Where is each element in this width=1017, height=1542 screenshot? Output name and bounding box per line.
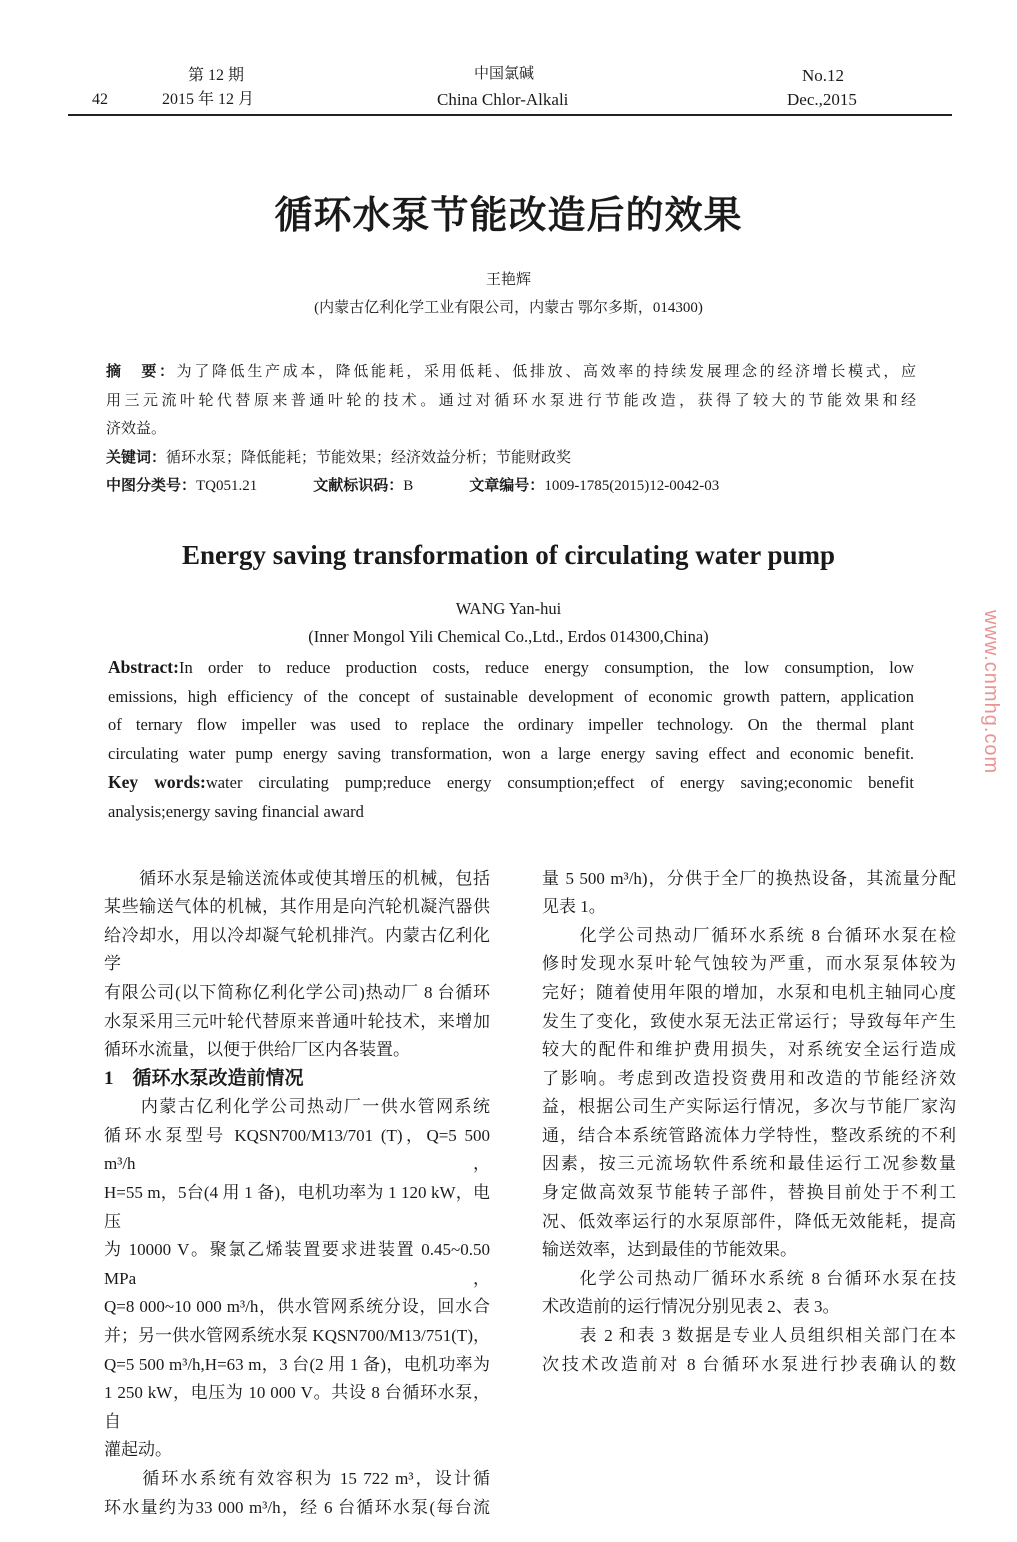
body-text-line: 化学公司热动厂循环水系统 8 台循环水泵在技 xyxy=(542,1268,956,1288)
author-en: WANG Yan-hui xyxy=(455,598,562,618)
body-text-line: 环水量约为33 000 m³/h，经 6 台循环水泵(每台流 xyxy=(104,1497,490,1517)
doc-code-label: 文献标识码： xyxy=(313,478,404,495)
body-text-line: 化学公司热动厂循环水系统 8 台循环水泵在检 xyxy=(542,925,956,945)
body-text-line: 输送效率，达到最佳的节能效果。 xyxy=(542,1240,797,1260)
abstract-cn-label: 摘 要： xyxy=(106,364,177,380)
issue-date-en: Dec.,2015 xyxy=(787,90,857,109)
body-right-column xyxy=(542,865,956,1523)
keywords-cn-text: 循环水泵；降低能耗；节能效果；经济效益分析；节能财政奖 xyxy=(166,449,572,466)
abstract-cn-line: 为了降低生产成本，降低能耗，采用低耗、低排放、高效率的持续发展理念的经济增长模式，应 xyxy=(176,364,916,380)
title-cn: 循环水泵节能改造后的效果 xyxy=(274,193,743,237)
journal-name-en: China Chlor-Alkali xyxy=(437,90,569,109)
body-text-line: 给冷却水，用以冷却凝气轮机排汽。内蒙古亿利化学 xyxy=(104,925,490,974)
body-text-line: 有限公司(以下简称亿利化学公司)热动厂 8 台循环 xyxy=(104,982,490,1002)
body-text-line: 循环水泵是输送流体或使其增压的机械，包括 xyxy=(104,868,490,888)
watermark: www.cnmhg.com xyxy=(980,610,1002,775)
page-number: 42 xyxy=(92,91,108,108)
body-text-line: 为 10000 V。聚氯乙烯装置要求进装置 0.45~0.50 MPa， xyxy=(104,1240,490,1288)
abstract-en-line: circulating water pump energy saving transformation, won a large energy saving effect and economic benefit. xyxy=(108,743,914,763)
keywords-cn-label: 关键词： xyxy=(106,449,167,466)
author-cn: 王艳辉 xyxy=(485,272,531,288)
doc-code-value: B xyxy=(403,478,414,495)
affiliation-en: (Inner Mongol Yili Chemical Co.,Ltd., Erdos 014300,China) xyxy=(308,626,709,646)
body-text-line: 术改造前的运行情况分别见表 2、表 3。 xyxy=(542,1297,840,1317)
keywords-en-label: Key words: xyxy=(108,772,206,793)
affiliation-cn: (内蒙古亿利化学工业有限公司，内蒙古 鄂尔多斯，014300) xyxy=(314,300,703,316)
body-text-line: 发生了变化，致使水泵无法正常运行；导致每年产生 xyxy=(542,1011,956,1031)
body-text-line: 次技术改造前对 8 台循环水泵进行抄表确认的数 xyxy=(542,1354,956,1374)
abstract-en-label: Abstract: xyxy=(108,656,179,677)
body-text-line: 益，根据公司生产实际运行情况，多次与节能厂家沟 xyxy=(542,1097,956,1117)
abstract-cn-line: 济效益。 xyxy=(106,421,167,438)
abstract-en-line: In order to reduce production costs, reduce energy consumption, the low consumption, low xyxy=(178,657,914,677)
abstract-en xyxy=(108,653,914,827)
abstract-en-line: of ternary flow impeller was used to replace the ordinary impeller technology. On the thermal plant xyxy=(108,715,914,735)
clc-label: 中图分类号： xyxy=(106,478,197,495)
body-text-line: 了影响。考虑到改造投资费用和改造的节能经济效 xyxy=(542,1068,956,1088)
journal-name-cn: 中国氯碱 xyxy=(474,66,535,82)
clc-value: TQ051.21 xyxy=(196,478,258,495)
body-left-column xyxy=(104,865,490,1523)
body-text-line: 并；另一供水管网系统水泵 KQSN700/M13/751(T)， xyxy=(104,1326,490,1346)
article-number-label: 文章编号： xyxy=(469,478,545,495)
body-text-line: 身定做高效泵节能转子部件，替换目前处于不利工 xyxy=(542,1183,956,1203)
body-text-line: 完好；随着使用年限的增加，水泵和电机主轴同心度 xyxy=(542,982,956,1002)
body-text-line: 况、低效率运行的水泵原部件，降低无效能耗，提高 xyxy=(542,1211,956,1231)
body-text-line: 循环水泵型号 KQSN700/M13/701 (T)，Q=5 500 m³/h， xyxy=(104,1125,490,1174)
body-text-line: 修时发现水泵叶轮气蚀较为严重，而水泵泵体较为 xyxy=(542,954,956,974)
body-text-line: 内蒙古亿利化学公司热动厂一供水管网系统 xyxy=(104,1097,490,1117)
section-heading: 1 循环水泵改造前情况 xyxy=(104,1067,304,1089)
body-text-line: 通，结合本系统管路流体力学特性，整改系统的不利 xyxy=(542,1125,956,1145)
abstract-en-line: emissions, high efficiency of the concept of sustainable development of economic growth pattern, application xyxy=(108,686,914,706)
body-text-line: 1 250 kW，电压为 10 000 V。共设 8 台循环水泵，自 xyxy=(104,1383,490,1431)
body-text-line: 水泵采用三元叶轮代替原来普通叶轮技术，来增加 xyxy=(104,1011,490,1031)
body-text-line: 灌起动。 xyxy=(104,1440,172,1460)
title-en: Energy saving transformation of circulating water pump xyxy=(182,539,835,570)
body-text-line: 循环水流量，以便于供给厂区内各装置。 xyxy=(104,1040,410,1060)
issue-number-en: No.12 xyxy=(802,66,845,85)
body-columns xyxy=(104,865,954,1523)
article-number-value: 1009-1785(2015)12-0042-03 xyxy=(544,478,720,495)
header-rule xyxy=(68,114,952,116)
body-text-line: 某些输送气体的机械，其作用是向汽轮机凝汽器供 xyxy=(104,897,490,917)
issue-number-cn: 第 12 期 xyxy=(188,67,245,84)
body-text-line: Q=5 500 m³/h,H=63 m，3 台(2 用 1 备)，电机功率为 xyxy=(104,1354,490,1374)
body-text-line: Q=8 000~10 000 m³/h，供水管网系统分设，回水合 xyxy=(104,1297,490,1317)
body-text-line: 较大的配件和维护费用损失，对系统安全运行造成 xyxy=(542,1040,956,1060)
issue-date-cn: 2015 年 12 月 xyxy=(162,91,255,108)
body-text-line: 量 5 500 m³/h)，分供于全厂的换热设备，其流量分配 xyxy=(542,868,956,888)
abstract-cn-line: 用三元流叶轮代替原来普通叶轮的技术。通过对循环水泵进行节能改造，获得了较大的节能效果和经 xyxy=(106,392,916,409)
body-text-line: 见表 1。 xyxy=(542,897,606,917)
keywords-en-line: water circulating pump;reduce energy consumption;effect of energy saving;economic benefit xyxy=(205,773,914,793)
body-text-line: 表 2 和表 3 数据是专业人员组织相关部门在本 xyxy=(542,1326,956,1346)
body-text-line: 因素，按三元流场软件系统和最佳运行工况参数量 xyxy=(542,1154,956,1174)
body-text-line: 循环水系统有效容积为 15 722 m³，设计循 xyxy=(104,1469,490,1488)
classification-row xyxy=(106,472,916,501)
abstract-cn xyxy=(106,358,916,501)
body-text-line: H=55 m，5台(4 用 1 备)，电机功率为 1 120 kW，电压 xyxy=(104,1183,490,1231)
keywords-en-line: analysis;energy saving financial award xyxy=(108,801,364,821)
running-header xyxy=(0,0,1017,118)
